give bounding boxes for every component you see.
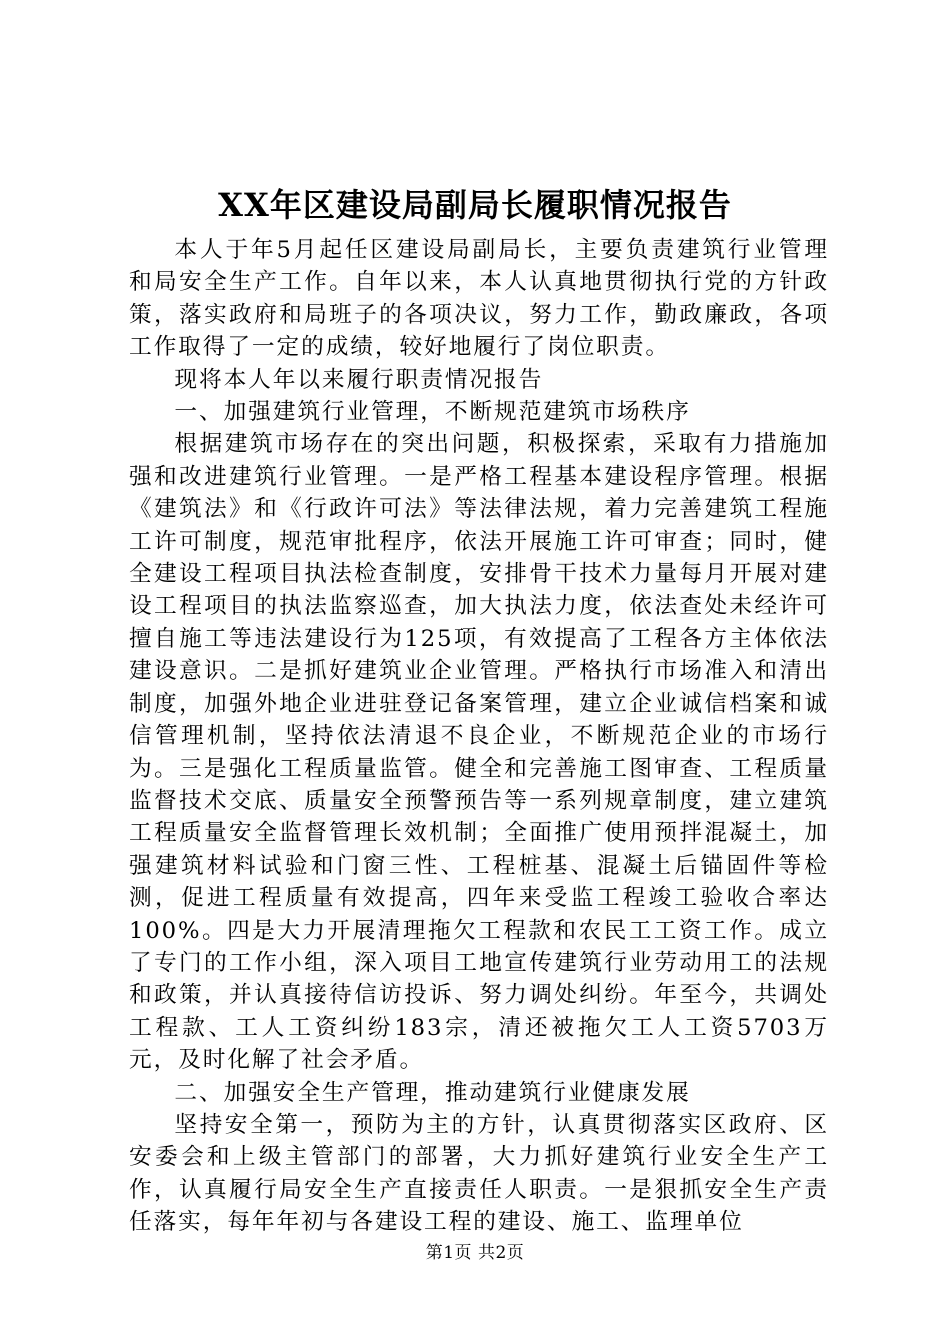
paragraph-section-1: 根据建筑市场存在的突出问题，积极探索，采取有力措施加强和改进建筑行业管理。一是严格工程基本建设程序管理。根据《建筑法》和《行政许可法》等法律法规，着力完善建筑工程施工许可制度，规范审批程序，依法开展施工许可审查；同时，健全建设工程项目执法检查制度，安排骨干技术力量每月开展对建设工程项目的执法监察巡查，加大执法力度，依法查处未经许可擅自施工等违法建设行为125项，有效提高了工程各方主体依法建设意识。二是抓好建筑业企业管理。严格执行市场准入和清出制度，加强外地企业进驻登记备案管理，建立企业诚信档案和诚信管理机制，坚持依法清退不良企业，不断规范企业的市场行为。三是强化工程质量监管。健全和完善施工图审查、工程质量监督技术交底、质量安全预警预告等一系列规章制度，建立建筑工程质量安全监督管理长效机制；全面推广使用预拌混凝土，加强建筑材料试验和门窗三性、工程桩基、混凝土后锚固件等检测，促进工程质量有效提高，四年来受监工程竣工验收合率达100%。四是大力开展清理拖欠工程款和农民工工资工作。成立了专门的工作小组，深入项目工地宣传建筑行业劳动用工的法规和政策，并认真接待信访投诉、努力调处纠纷。年至今，共调处工程款、工人工资纠纷183宗，清还被拖欠工人工资5703万元，及时化解了社会矛盾。 <box>129 431 829 1074</box>
paragraph-intro: 本人于年5月起任区建设局副局长，主要负责建筑行业管理和局安全生产工作。自年以来，本人认真地贯彻执行党的方针政策，落实政府和局班子的各项决议，努力工作，勤政廉政，各项工作取得了一定的成绩，较好地履行了岗位职责。 <box>129 237 829 361</box>
section-heading-1: 一、加强建筑行业管理，不断规范建筑市场秩序 <box>174 399 691 426</box>
document-title: XX年区建设局副局长履职情况报告 <box>218 186 732 224</box>
paragraph-report-lead: 现将本人年以来履行职责情况报告 <box>174 366 544 393</box>
section-heading-2: 二、加强安全生产管理，推动建筑行业健康发展 <box>174 1079 691 1106</box>
paragraph-section-2: 坚持安全第一，预防为主的方针，认真贯彻落实区政府、区安委会和上级主管部门的部署，大力抓好建筑行业安全生产工作，认真履行局安全生产直接责任人职责。一是狠抓安全生产责任落实，每年年初与各建设工程的建设、施工、监理单位 <box>129 1111 829 1236</box>
document-body <box>129 234 829 1239</box>
page-footer: 第1页 共2页 <box>425 1243 525 1263</box>
